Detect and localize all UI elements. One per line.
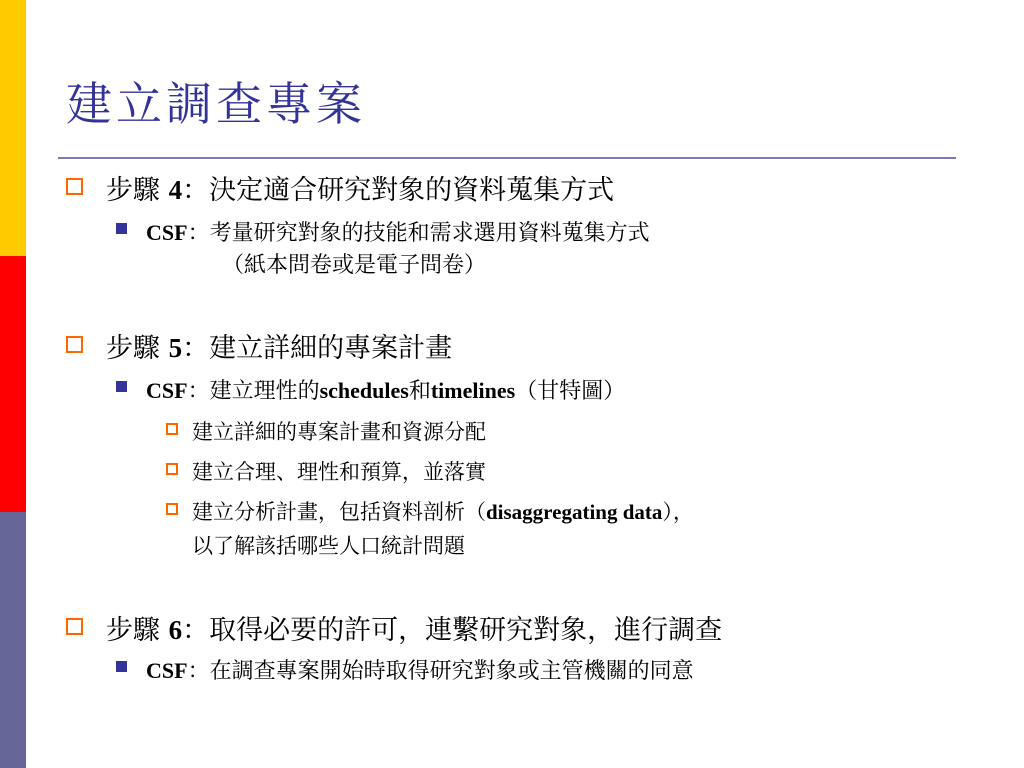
step5-sub3-c: ）， xyxy=(662,500,694,524)
hollow-square-bullet-icon xyxy=(66,618,83,635)
solid-square-bullet-icon xyxy=(116,223,127,234)
step6-label: 步驟 xyxy=(106,615,160,646)
step4-colon: ： xyxy=(182,175,210,206)
step4-label: 步驟 xyxy=(106,175,160,206)
hollow-square-bullet-icon xyxy=(66,178,83,195)
step5-colon: ： xyxy=(182,333,210,364)
step4-csf-colon: ： xyxy=(187,221,210,246)
step5-sub3-a: 建立分析計畫，包括資料剖析（ xyxy=(192,500,486,524)
step4-csf-label: CSF xyxy=(146,220,188,245)
step5-text: 建立詳細的專案計畫 xyxy=(209,333,453,364)
step6-csf-label: CSF xyxy=(146,658,188,683)
side-bar-yellow xyxy=(0,0,26,256)
step5-csf-a: 建立理性的 xyxy=(209,379,320,404)
step5-sub1: 建立詳細的專案計畫和資源分配 xyxy=(192,420,486,444)
hollow-square-bullet-icon xyxy=(66,336,83,353)
step4-csf-text1: 考量研究對象的技能和需求選用資料蒐集方式 xyxy=(209,221,650,246)
step4-text: 決定適合研究對象的資料蒐集方式 xyxy=(209,175,615,206)
step4-csf-line2: （紙本問卷或是電子問卷） xyxy=(222,253,487,278)
step5-csf-b: schedules xyxy=(319,378,409,403)
step6-text: 取得必要的許可，連繫研究對象，進行調查 xyxy=(209,615,723,646)
hollow-square-bullet-icon xyxy=(166,463,178,475)
step5-sub3-b: disaggregating data xyxy=(486,500,663,524)
step6-csf-line xyxy=(146,654,694,685)
solid-square-bullet-icon xyxy=(116,661,127,672)
side-bar-red xyxy=(0,256,26,512)
step4-csf-line1 xyxy=(146,216,650,247)
step5-label: 步驟 xyxy=(106,333,160,364)
step6-num: 6 xyxy=(168,615,183,645)
step4-line xyxy=(106,168,614,207)
hollow-square-bullet-icon xyxy=(166,503,178,515)
step5-csf-label: CSF xyxy=(146,378,188,403)
step5-sub3-line2: 以了解該括哪些人口統計問題 xyxy=(192,534,465,558)
step6-csf-text: 在調查專案開始時取得研究對象或主管機關的同意 xyxy=(209,659,694,684)
step5-sub3 xyxy=(192,496,694,526)
step5-sub2: 建立合理、理性和預算，並落實 xyxy=(192,460,486,484)
step5-csf-colon: ： xyxy=(187,379,210,404)
step5-csf-c: 和 xyxy=(408,379,431,404)
step6-line xyxy=(106,608,722,647)
side-bar-purple xyxy=(0,512,26,768)
step6-colon: ： xyxy=(182,615,210,646)
solid-square-bullet-icon xyxy=(116,381,127,392)
step6-csf-colon: ： xyxy=(187,659,210,684)
slide-title: 建立調查專案 xyxy=(66,77,366,131)
step5-csf-d: timelines xyxy=(430,378,516,403)
step5-line xyxy=(106,326,452,365)
step5-csf-line xyxy=(146,374,625,405)
hollow-square-bullet-icon xyxy=(166,423,178,435)
step4-num: 4 xyxy=(168,175,183,205)
step5-num: 5 xyxy=(168,333,183,363)
title-divider xyxy=(58,157,956,159)
step5-csf-e: （甘特圖） xyxy=(515,379,626,404)
